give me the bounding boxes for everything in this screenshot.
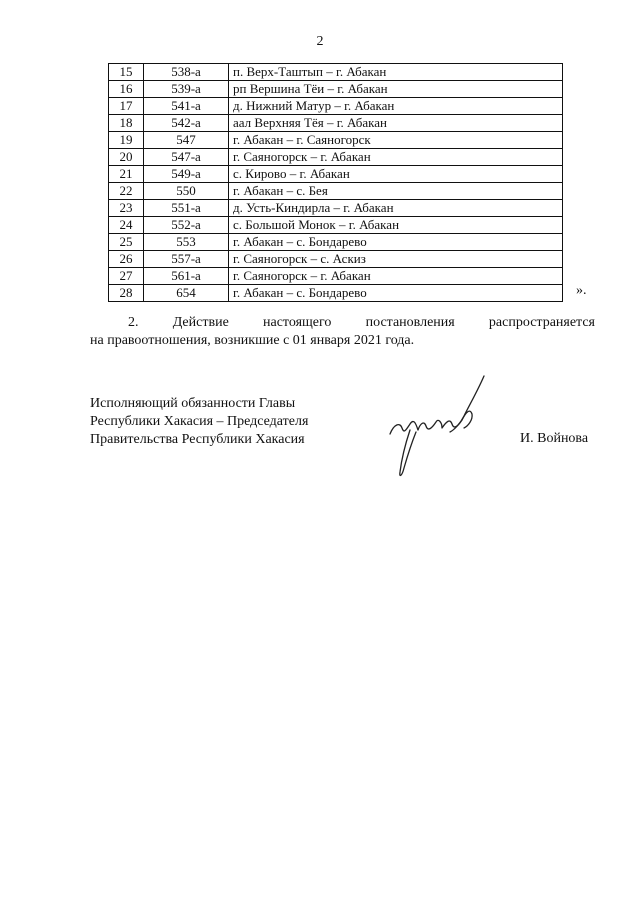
table-row: [109, 251, 563, 268]
table-row: [109, 98, 563, 115]
row-number-cell: 22: [109, 183, 144, 200]
paragraph-line-1: [90, 314, 595, 332]
paragraph-word: постановления: [365, 315, 455, 330]
table-row: [109, 183, 563, 200]
table-row: [109, 64, 563, 81]
route-name-cell: г. Абакан – г. Саяногорск: [229, 132, 563, 149]
route-name-cell: п. Верх-Таштып – г. Абакан: [229, 64, 563, 81]
row-number-cell: 19: [109, 132, 144, 149]
signatory-title-line: Исполняющий обязанности Главы: [90, 396, 296, 411]
paragraph-word: настоящего: [262, 315, 332, 330]
route-name-cell: д. Нижний Матур – г. Абакан: [229, 98, 563, 115]
table-row: [109, 285, 563, 302]
row-number-cell: 15: [109, 64, 144, 81]
route-name-cell: г. Абакан – с. Бея: [229, 183, 563, 200]
paragraph-number: 2.: [128, 315, 139, 330]
row-number-cell: 18: [109, 115, 144, 132]
row-number-cell: 21: [109, 166, 144, 183]
paragraph-line-2: на правоотношения, возникшие с 01 января 2021 года.: [90, 333, 415, 348]
route-name-cell: аал Верхняя Тёя – г. Абакан: [229, 115, 563, 132]
paragraph-word: распространяется: [488, 315, 595, 330]
row-number-cell: 17: [109, 98, 144, 115]
row-number-cell: 20: [109, 149, 144, 166]
row-number-cell: 24: [109, 217, 144, 234]
route-number-cell: 541-а: [144, 98, 229, 115]
route-number-cell: 539-а: [144, 81, 229, 98]
route-number-cell: 538-а: [144, 64, 229, 81]
route-number-cell: 550: [144, 183, 229, 200]
route-number-cell: 549-а: [144, 166, 229, 183]
route-number-cell: 561-а: [144, 268, 229, 285]
route-name-cell: г. Саяногорск – с. Аскиз: [229, 251, 563, 268]
route-name-cell: г. Абакан – с. Бондарево: [229, 285, 563, 302]
closing-quote: ».: [576, 283, 587, 298]
route-number-cell: 553: [144, 234, 229, 251]
route-number-cell: 547: [144, 132, 229, 149]
row-number-cell: 28: [109, 285, 144, 302]
route-name-cell: г. Саяногорск – г. Абакан: [229, 149, 563, 166]
route-name-cell: с. Кирово – г. Абакан: [229, 166, 563, 183]
route-number-cell: 542-а: [144, 115, 229, 132]
route-number-cell: 557-а: [144, 251, 229, 268]
route-name-cell: рп Вершина Тёи – г. Абакан: [229, 81, 563, 98]
row-number-cell: 23: [109, 200, 144, 217]
table-row: [109, 217, 563, 234]
table-row: [109, 234, 563, 251]
table-row: [109, 115, 563, 132]
row-number-cell: 16: [109, 81, 144, 98]
table-row: [109, 81, 563, 98]
table-row: [109, 268, 563, 285]
route-name-cell: с. Большой Монок – г. Абакан: [229, 217, 563, 234]
paragraph-word: Действие: [172, 315, 229, 330]
route-number-cell: 551-а: [144, 200, 229, 217]
page-number: 2: [316, 34, 324, 49]
table-row: [109, 166, 563, 183]
route-number-cell: 552-а: [144, 217, 229, 234]
route-number-cell: 547-а: [144, 149, 229, 166]
row-number-cell: 25: [109, 234, 144, 251]
signer-name: И. Войнова: [520, 431, 589, 446]
routes-table: [108, 63, 563, 302]
signatory-title-line: Республики Хакасия – Председателя: [90, 414, 309, 429]
row-number-cell: 27: [109, 268, 144, 285]
row-number-cell: 26: [109, 251, 144, 268]
table-row: [109, 149, 563, 166]
signatory-title-line: Правительства Республики Хакасия: [90, 432, 305, 447]
table-row: [109, 132, 563, 149]
handwritten-signature: [380, 372, 490, 482]
route-name-cell: г. Саяногорск – г. Абакан: [229, 268, 563, 285]
signatory-title: [90, 395, 308, 449]
route-name-cell: д. Усть-Киндирла – г. Абакан: [229, 200, 563, 217]
route-number-cell: 654: [144, 285, 229, 302]
table-row: [109, 200, 563, 217]
route-name-cell: г. Абакан – с. Бондарево: [229, 234, 563, 251]
routes-table-body: [109, 64, 563, 302]
